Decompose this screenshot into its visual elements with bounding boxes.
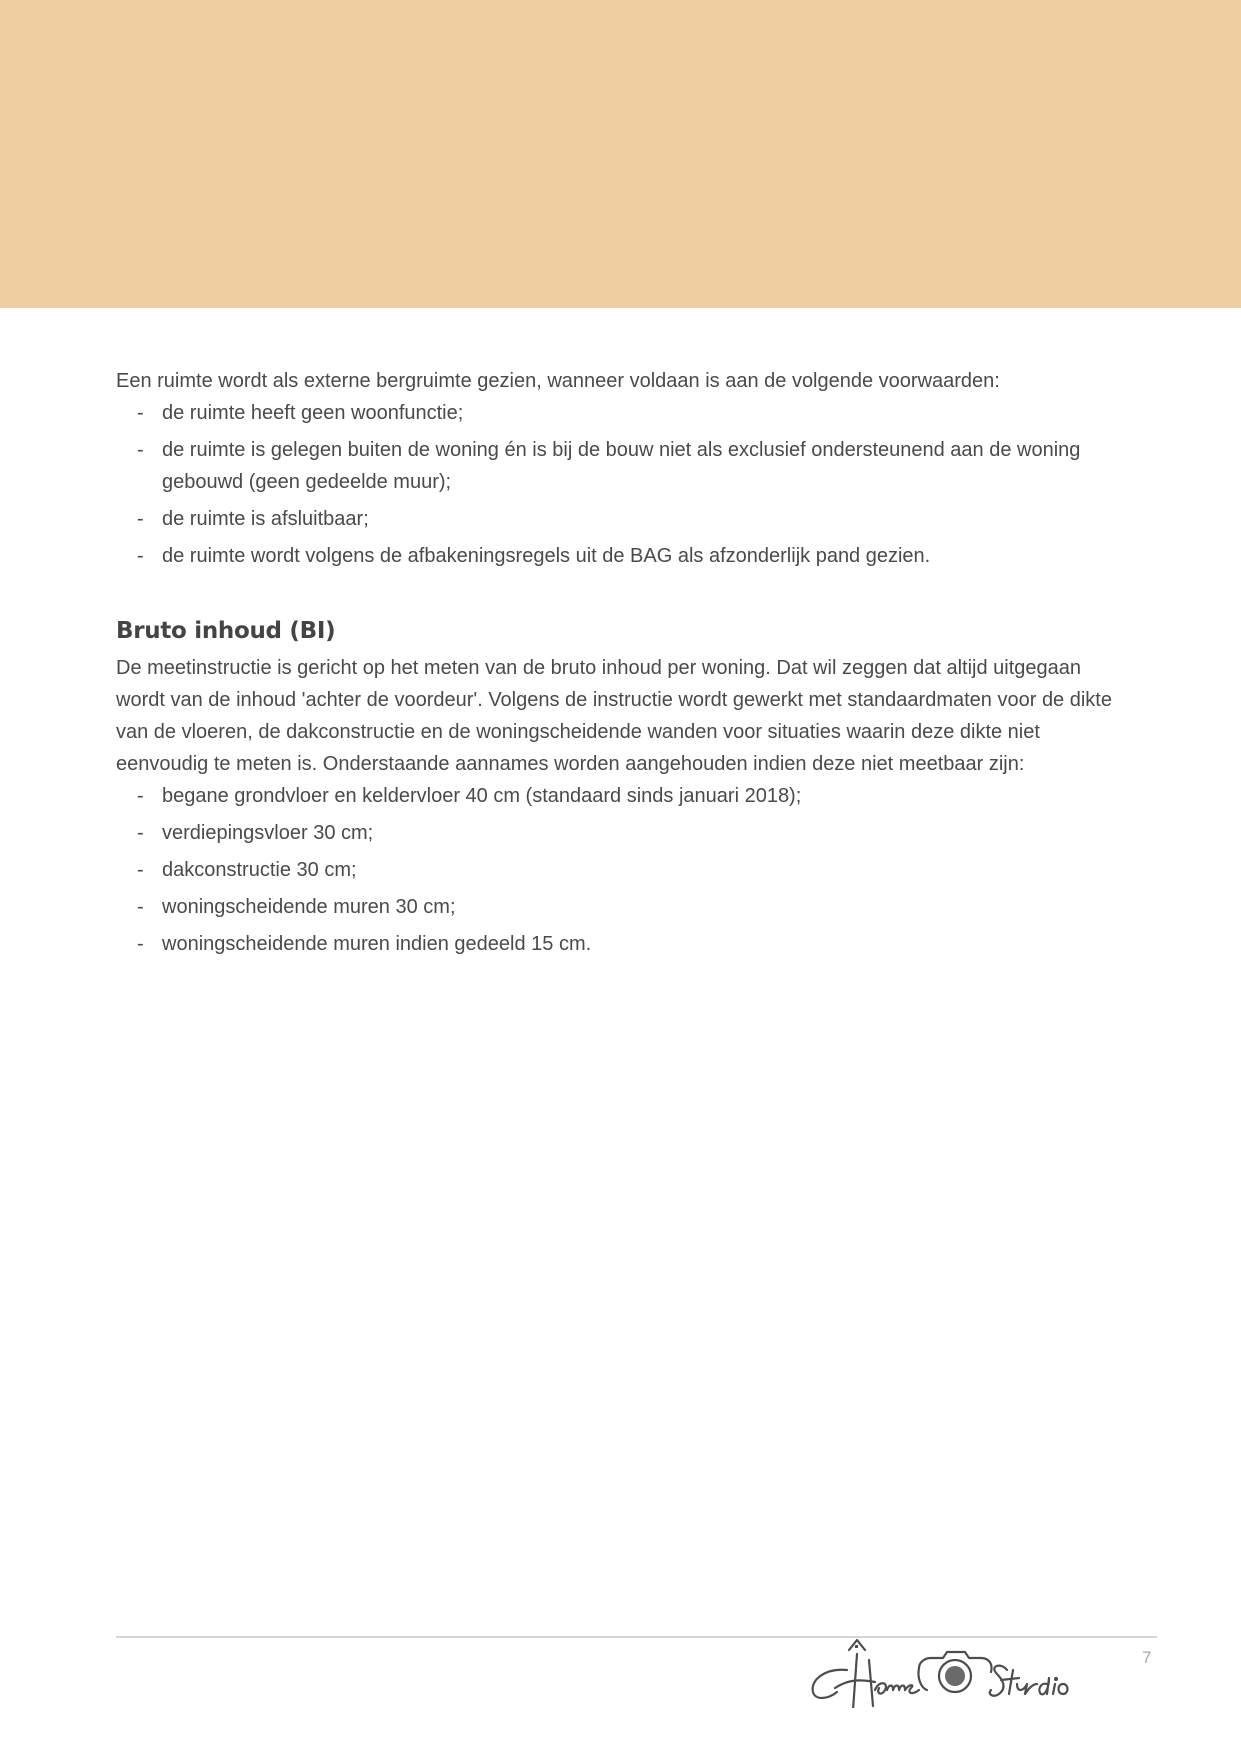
list-item (116, 891, 1126, 923)
dash-bullet: - (137, 508, 144, 530)
list-item-text: begane grondvloer en keldervloer 40 cm (standaard sinds januari 2018); (162, 785, 802, 807)
dash-bullet: - (137, 896, 144, 918)
dash-bullet: - (137, 545, 144, 567)
header-band (0, 0, 1241, 308)
dash-bullet: - (137, 402, 144, 424)
assumptions-list (116, 780, 1126, 960)
list-item (116, 780, 1126, 812)
list-item (116, 817, 1126, 849)
page-content (116, 365, 1126, 965)
list-item-text: de ruimte is gelegen buiten de woning én is bij de bouw niet als exclusief ondersteunend aan de woning gebouwd (geen gedeelde muur); (162, 439, 1081, 493)
dash-bullet: - (137, 785, 144, 807)
list-item (116, 540, 1126, 572)
dash-bullet: - (137, 933, 144, 955)
list-item-text: de ruimte wordt volgens de afbakeningsregels uit de BAG als afzonderlijk pand gezien. (162, 545, 931, 567)
section-title: Bruto inhoud (BI) (116, 618, 336, 644)
list-item (116, 928, 1126, 960)
list-item-text: woningscheidende muren 30 cm; (162, 896, 456, 918)
list-item (116, 854, 1126, 886)
page-number: 7 (1142, 1648, 1152, 1667)
list-item-text: verdiepingsvloer 30 cm; (162, 822, 374, 844)
conditions-list (116, 397, 1126, 572)
list-item (116, 503, 1126, 535)
list-item-text: de ruimte heeft geen woonfunctie; (162, 402, 464, 424)
list-item-text: dakconstructie 30 cm; (162, 859, 357, 881)
list-item (116, 397, 1126, 429)
list-item (116, 434, 1126, 498)
dash-bullet: - (137, 822, 144, 844)
dash-bullet: - (137, 439, 144, 461)
dash-bullet: - (137, 859, 144, 881)
intro-paragraph: Een ruimte wordt als externe bergruimte gezien, wanneer voldaan is aan de volgende voorwaarden: (116, 370, 1000, 392)
home-studio-logo-icon (805, 1618, 1075, 1708)
list-item-text: woningscheidende muren indien gedeeld 15 cm. (162, 933, 592, 955)
section-paragraph: De meetinstructie is gericht op het meten van de bruto inhoud per woning. Dat wil zeggen dat altijd uitgegaan wordt van de inhoud 'achter de voordeur'. Volgens de instructie wordt gewerkt met standaardmaten voor de dikte van de vloeren, de dakconstructie en de woningscheidende wanden voor situaties waarin deze dikte niet eenvoudig te meten is. Onderstaande aannames worden aangehouden indien deze niet meetbaar zijn: (116, 657, 1112, 775)
list-item-text: de ruimte is afsluitbaar; (162, 508, 369, 530)
